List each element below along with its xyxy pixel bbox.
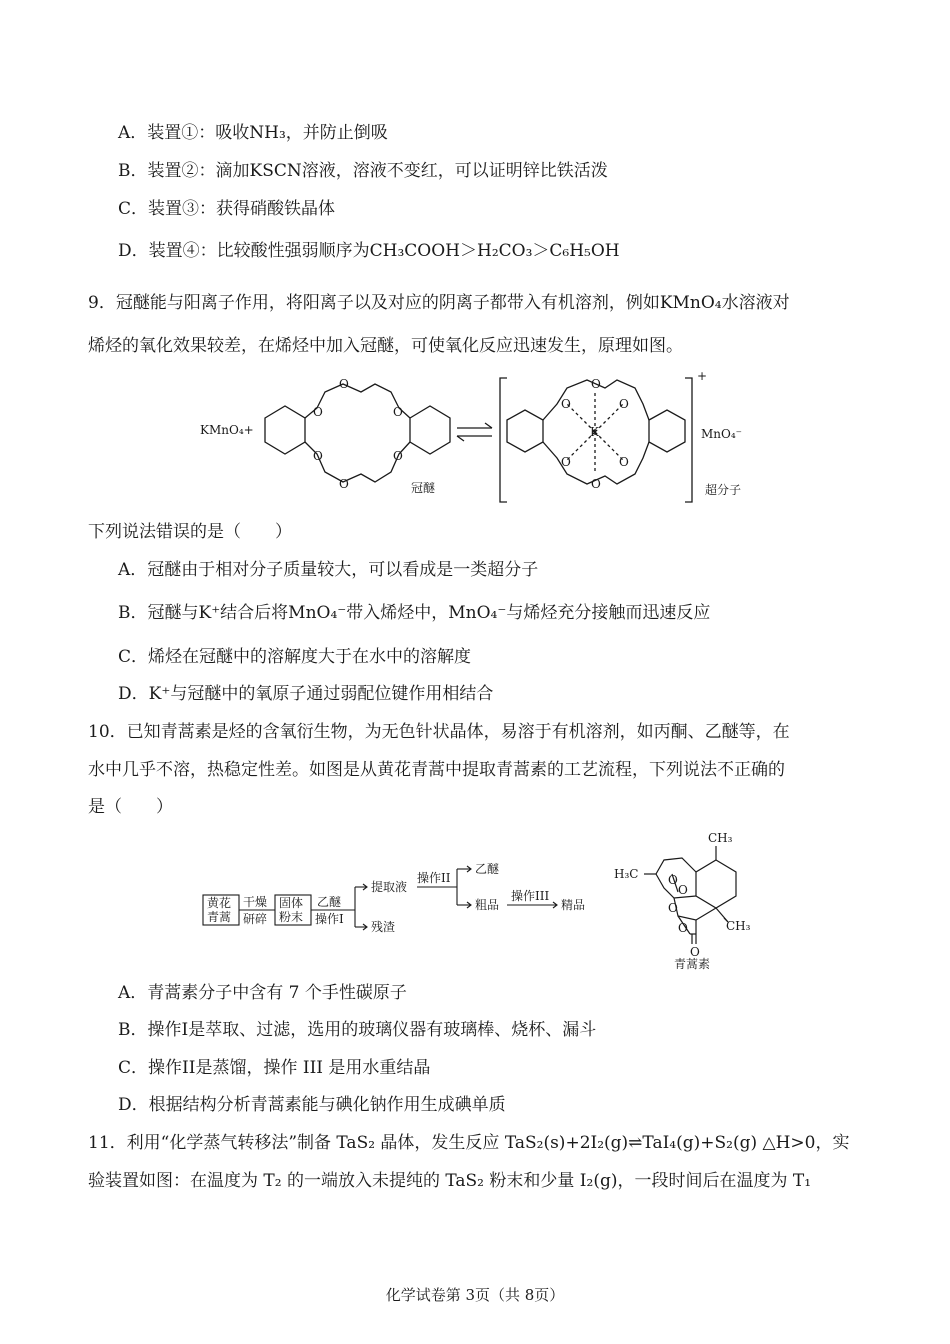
flow-step2-bottom: 操作I (315, 912, 344, 926)
oxygen-atom: O (339, 377, 349, 391)
complex-ring-right (649, 410, 685, 452)
flow-box2-line2: 粉末 (279, 910, 304, 924)
carbonyl-oxygen: O (690, 945, 700, 959)
flow-step2-top: 乙醚 (317, 895, 342, 909)
kmno4-reagent: KMnO₄+ (200, 423, 254, 437)
q10-option-d: D．根据结构分析青蒿素能与碘化钠作用生成碘单质 (118, 1095, 506, 1115)
flow-op3: 操作III (511, 889, 550, 903)
flow-step1-top: 干燥 (243, 895, 268, 909)
ring-oxygen: O (678, 883, 688, 897)
q10-option-b: B．操作I是萃取、过滤，选用的玻璃仪器有玻璃棒、烧杯、漏斗 (118, 1020, 597, 1040)
q11-stem-line-2: 验装置如图：在温度为 T₂ 的一端放入未提纯的 TaS₂ 粉末和少量 I₂(g)，一段时间后在温度为 T₁ (88, 1171, 812, 1191)
q9-option-c: C．烯烃在冠醚中的溶解度大于在水中的溶解度 (118, 647, 472, 667)
page-footer: 化学试卷第 3页（共 8页） (385, 1286, 565, 1304)
flow-extract: 提取液 (371, 880, 408, 894)
q9-question: 下列说法错误的是（ ） (88, 522, 292, 542)
ring-oxygen: O (668, 901, 678, 915)
oxygen-atom: O (619, 397, 629, 411)
methyl-left: H₃C (614, 867, 639, 881)
flow-residue: 残渣 (371, 920, 396, 934)
flow-box2-line1: 固体 (279, 896, 304, 910)
oxygen-atom: O (561, 397, 571, 411)
q11-stem-line-1: 11．利用“化学蒸气转移法”制备 TaS₂ 晶体，发生反应 TaS₂(s)+2I₂(g)⇌TaI₄(g)+S₂(g) △H>0，实 (88, 1133, 850, 1153)
extraction-flowchart (195, 855, 615, 945)
q10-stem-line-1: 10．已知青蒿素是烃的含氧衍生物，为无色针状晶体，易溶于有机溶剂，如丙酮、乙醚等，在 (88, 722, 790, 742)
oxygen-atom: O (393, 405, 403, 419)
oxygen-atom: O (619, 455, 629, 469)
oxygen-atom: O (313, 449, 323, 463)
artemisinin-structure (612, 830, 782, 970)
q10-stem-line-3: 是（ ） (88, 797, 173, 817)
oxygen-atom: O (393, 449, 403, 463)
q10-option-a: A．青蒿素分子中含有 7 个手性碳原子 (118, 983, 407, 1003)
complex-ring-left (507, 410, 543, 452)
q8-option-d: D．装置④：比较酸性强弱顺序为CH₃COOH＞H₂CO₃＞C₆H₅OH (118, 241, 620, 261)
q10-stem-line-2: 水中几乎不溶，热稳定性差。如图是从黄花青蒿中提取青蒿素的工艺流程，下列说法不正确的 (88, 760, 785, 780)
crown-ether-label: 冠醚 (411, 481, 436, 495)
supramolecule-label: 超分子 (705, 483, 742, 497)
permanganate-anion: MnO₄⁻ (701, 427, 742, 441)
q8-option-a: A．装置①：吸收NH₃，并防止倒吸 (118, 123, 388, 143)
oxygen-atom: O (591, 377, 601, 391)
ring-oxygen: O (678, 921, 688, 935)
q8-option-c: C．装置③：获得硝酸铁晶体 (118, 199, 336, 219)
q9-stem-line-1: 9．冠醚能与阳离子作用，将阳离子以及对应的阴离子都带入有机溶剂，例如KMnO₄水溶液对 (88, 293, 790, 313)
flow-step1-bottom: 研碎 (243, 912, 268, 926)
artemisinin-label: 青蒿素 (674, 957, 711, 970)
complex-charge: + (697, 370, 708, 383)
oxygen-atom: O (591, 477, 601, 491)
potassium-atom: K (590, 425, 599, 439)
flow-crude: 粗品 (475, 898, 500, 912)
flow-box1-line2: 青蒿 (207, 910, 232, 924)
cyclohexane-ring-left (265, 406, 305, 454)
q9-option-d: D．K⁺与冠醚中的氧原子通过弱配位键作用相结合 (118, 684, 494, 704)
methyl-right: CH₃ (726, 919, 751, 933)
crown-ether-figure (195, 370, 755, 510)
oxygen-atom: O (561, 455, 571, 469)
cyclohexane-ring-right (410, 406, 450, 454)
ring-oxygen: O (668, 873, 678, 887)
q9-option-a: A．冠醚由于相对分子质量较大，可以看成是一类超分子 (118, 560, 539, 580)
methyl-top: CH₃ (708, 831, 733, 845)
q8-option-b: B．装置②：滴加KSCN溶液，溶液不变红，可以证明锌比铁活泼 (118, 161, 608, 181)
q10-option-c: C．操作II是蒸馏，操作 III 是用水重结晶 (118, 1058, 431, 1078)
oxygen-atom: O (339, 477, 349, 491)
flow-box1-line1: 黄花 (207, 896, 232, 910)
q9-option-b: B．冠醚与K⁺结合后将MnO₄⁻带入烯烃中，MnO₄⁻与烯烃充分接触而迅速反应 (118, 603, 711, 623)
flow-op2: 操作II (417, 871, 451, 885)
q9-stem-line-2: 烯烃的氧化效果较差，在烯烃中加入冠醚，可使氧化反应迅速发生，原理如图。 (88, 336, 683, 356)
oxygen-atom: O (313, 405, 323, 419)
flow-pure: 精品 (561, 898, 586, 912)
flow-ether: 乙醚 (475, 862, 500, 876)
